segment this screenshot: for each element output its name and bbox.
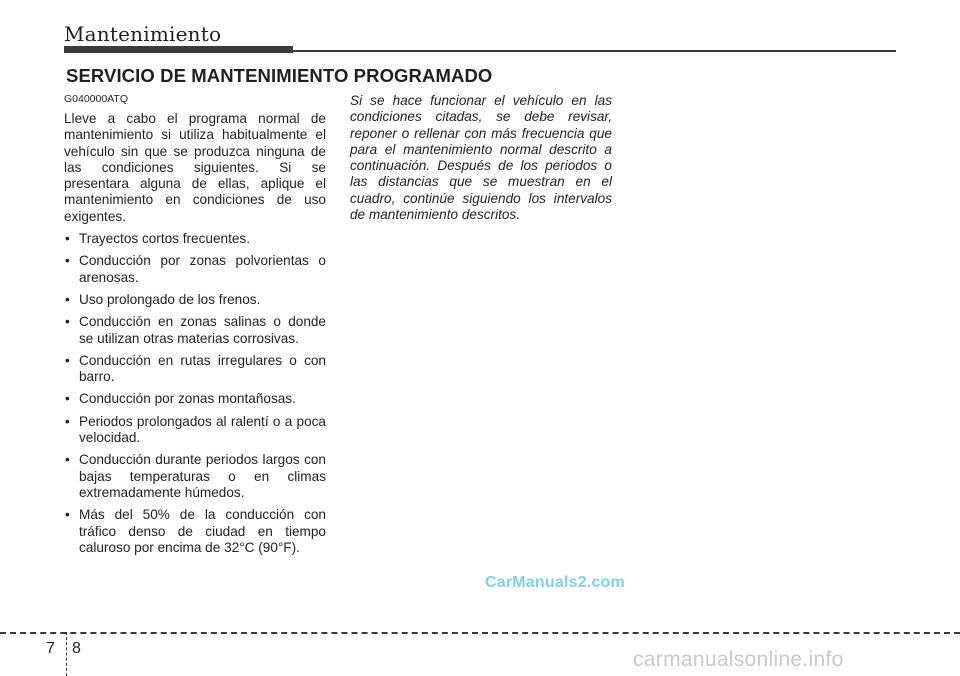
site-watermark[interactable]: carmanualsonline.info xyxy=(633,648,844,671)
bullet-icon: • xyxy=(65,352,70,368)
condition-text: Conducción en rutas irregulares o con barro. xyxy=(79,352,326,385)
bullet-icon: • xyxy=(65,253,70,269)
list-item xyxy=(64,414,326,447)
bullet-icon: • xyxy=(65,391,70,407)
list-item xyxy=(64,292,326,308)
condition-text: Conducción por zonas montañosas. xyxy=(79,391,296,407)
header-rule-thin xyxy=(293,50,896,52)
watermark-link[interactable]: CarManuals2.com xyxy=(485,574,625,591)
left-column xyxy=(64,93,326,562)
bullet-icon: • xyxy=(65,231,70,247)
section-heading: SERVICIO DE MANTENIMIENTO PROGRAMADO xyxy=(66,65,493,86)
conditions-list xyxy=(64,231,326,556)
list-item xyxy=(64,253,326,286)
footer-rule xyxy=(0,632,960,634)
condition-text: Periodos prolongados al ralentí o a poca velocidad. xyxy=(79,413,326,446)
condition-text: Conducción en zonas salinas o donde se utilizan otras materias corrosivas. xyxy=(79,314,326,346)
bullet-icon: • xyxy=(65,291,70,307)
section-code: G040000ATQ xyxy=(64,93,129,105)
bullet-icon: • xyxy=(65,314,70,330)
header-rule-thick xyxy=(64,46,293,53)
bullet-icon: • xyxy=(65,452,70,468)
condition-text: Uso prolongado de los frenos. xyxy=(79,291,261,307)
condition-text: Más del 50% de la conducción con tráfico denso de ciudad en tiempo caluroso por encima de 32°C (90°F). xyxy=(79,507,326,555)
intro-paragraph: Lleve a cabo el programa normal de mantenimiento si utiliza habitualmente el vehículo sin que se produzca ninguna de las condiciones siguientes. Si se presentara alguna de ellas, aplique el mantenimiento en condiciones de uso exigentes. xyxy=(64,111,326,224)
list-item xyxy=(64,452,326,501)
page-number-divider xyxy=(66,632,67,676)
note-paragraph: Si se hace funcionar el vehículo en las condiciones citadas, se debe revisar, reponer o rellenar con más frecuencia que para el mantenimiento normal descrito a continuación. Después de los periodos o las distancias que se muestran en el cuadro, continúe siguiendo los intervalos de mantenimiento descritos. xyxy=(350,93,612,223)
chapter-title: Mantenimiento xyxy=(64,22,222,46)
bullet-icon: • xyxy=(65,507,70,523)
list-item xyxy=(64,391,326,407)
list-item xyxy=(64,314,326,347)
condition-text: Conducción durante periodos largos con bajas temperaturas o en climas extremadamente húmedos. xyxy=(79,452,326,500)
list-item xyxy=(64,353,326,386)
page-number: 8 xyxy=(72,640,81,657)
list-item xyxy=(64,231,326,247)
list-item xyxy=(64,507,326,556)
condition-text: Conducción por zonas polvorientas o arenosas. xyxy=(79,253,326,285)
bullet-icon: • xyxy=(65,413,70,429)
condition-text: Trayectos cortos frecuentes. xyxy=(79,231,250,247)
chapter-number: 7 xyxy=(46,640,55,657)
